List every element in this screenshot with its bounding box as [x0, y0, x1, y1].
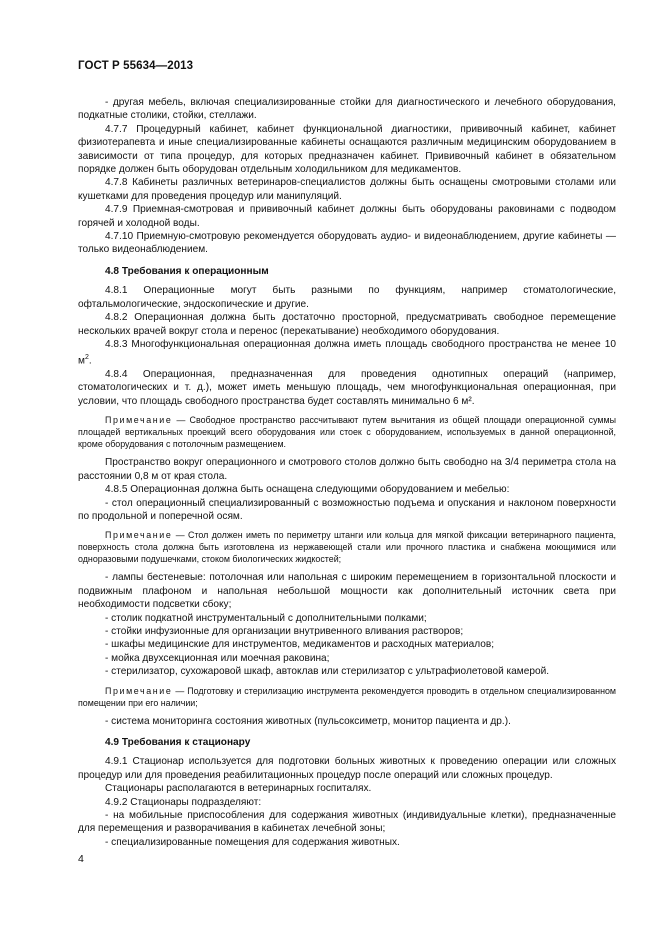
list-item: - столик подкатной инструментальный с дополнительными полками;: [105, 612, 427, 624]
section-heading: 4.9 Требования к стационару: [105, 736, 251, 748]
note-label: Примечание: [105, 685, 173, 696]
list-item: - на мобильные приспособления для содержания животных (индивидуальные клетки), предназначенные для перемещения и разворачивания в кабинетах лечебной зоны;: [78, 810, 616, 835]
list-item: - система мониторинга состояния животных (пульсоксиметр, монитор пациента и др.).: [105, 715, 511, 727]
note-label: Примечание: [105, 530, 173, 541]
note: [78, 529, 616, 565]
paragraph: Стационары располагаются в ветеринарных госпиталях.: [105, 783, 372, 795]
list-item: - лампы бестеневые: потолочная или напольная с широким перемещением в горизонтальной плоскости и подвижным плафоном и напольная небольшой мощности как дополнительный источник света при необходимости подсветки сбоку;: [78, 572, 616, 611]
document-page: [78, 60, 616, 849]
note: [78, 414, 616, 450]
paragraph-text: .: [88, 355, 92, 367]
list-item: - стойки инфузионные для организации внутривенного вливания растворов;: [105, 625, 464, 637]
list-item: - специализированные помещения для содержания животных.: [105, 836, 400, 848]
paragraph-text: 4.8.3 Многофункциональная операционная должна иметь площадь свободного пространства не менее 10 м: [78, 338, 616, 367]
note-text: — Подготовку и стерилизацию инструмента рекомендуется проводить в отдельном специализированном помещении при его наличии;: [78, 685, 617, 708]
note-label: Примечание: [105, 415, 173, 426]
note-text: — Стол должен иметь по периметру штанги или кольца для мягкой фиксации ветеринарного пациента, поверхность стола должна быть изготовлена из нержавеющей стали или прочного пластика и снабжена моющимися или одноразовыми подушечками, стоком биологических жидкостей;: [78, 530, 616, 565]
note: [78, 685, 616, 709]
document-body: [78, 96, 616, 849]
paragraph: 4.8.4 Операционная, предназначенная для проведения однотипных операций (например, стоматологических и т. д.), может иметь меньшую площадь, чем многофункциональная операционная, при условии, что площадь свободного пространства будет составлять минимально 6 м².: [78, 369, 616, 407]
paragraph: 4.7.10 Приемную-смотровую рекомендуется оборудовать аудио- и видеонаблюдением, другие кабинеты — только видеонаблюдением.: [78, 231, 616, 256]
paragraph: 4.9.2 Стационары подразделяют:: [105, 796, 262, 808]
paragraph: 4.8.5 Операционная должна быть оснащена следующими оборудованием и мебелью:: [105, 484, 510, 496]
note-text: — Свободное пространство рассчитывают путем вычитания из общей площади операционной суммы площадей вертикальных проекций всего оборудования или стоек с оборудованием, используемых в данной операционной, кроме оборудования с потолочным размещением.: [78, 415, 617, 450]
paragraph: 4.7.9 Приемная-смотровая и прививочный кабинет должны быть оборудованы раковинами с подводом горячей и холодной воды.: [78, 204, 616, 229]
paragraph: 4.9.1 Стационар используется для подготовки больных животных к проведению операции или сложных процедур или для проведения реабилитационных процедур после операций или сложных процедур.: [78, 756, 616, 781]
page-number: 4: [78, 853, 84, 865]
paragraph: 4.7.7 Процедурный кабинет, кабинет функциональной диагностики, прививочный кабинет, кабинет физиотерапевта и иные специализированные кабинеты оснащаются различным медицинским оборудованием в зависимости от типа процедур, для которых предназначен кабинет. Прививочный кабинет в обязательном порядке должен быть оборудован отдельным холодильником для медикаментов.: [78, 123, 616, 176]
paragraph: Пространство вокруг операционного и смотрового столов должно быть свободно на 3/4 периметра стола на расстоянии 0,8 м от края стола.: [78, 457, 616, 482]
list-item: - стерилизатор, сухожаровой шкаф, автоклав или стерилизатор с ультрафиолетовой камерой.: [105, 666, 550, 678]
paragraph: 4.8.2 Операционная должна быть достаточно просторной, предусматривать свободное перемещение нескольких врачей вокруг стола и перенос (перекатывание) необходимого оборудования.: [78, 312, 616, 337]
paragraph: 4.8.1 Операционные могут быть разными по функциям, например стоматологические, офтальмологические, эндоскопические и другие.: [78, 285, 616, 310]
standard-header: ГОСТ Р 55634—2013: [78, 60, 194, 72]
list-item: - мойка двухсекционная или моечная раковина;: [105, 652, 330, 664]
paragraph: - другая мебель, включая специализированные стойки для диагностического и лечебного оборудования, подкатные столики, стойки, стеллажи.: [78, 97, 616, 122]
list-item: - стол операционный специализированный с возможностью подъема и опускания и наклоном поверхности по продольной и поперечной осям.: [78, 497, 616, 522]
superscript: 2: [84, 354, 89, 362]
section-heading: 4.8 Требования к операционным: [105, 265, 269, 277]
paragraph: [78, 338, 616, 368]
paragraph: 4.7.8 Кабинеты различных ветеринаров-специалистов должны быть оснащены смотровыми столами или кушетками для проведения процедур или манипуляций.: [78, 177, 616, 202]
list-item: - шкафы медицинские для инструментов, медикаментов и расходных материалов;: [105, 639, 495, 651]
